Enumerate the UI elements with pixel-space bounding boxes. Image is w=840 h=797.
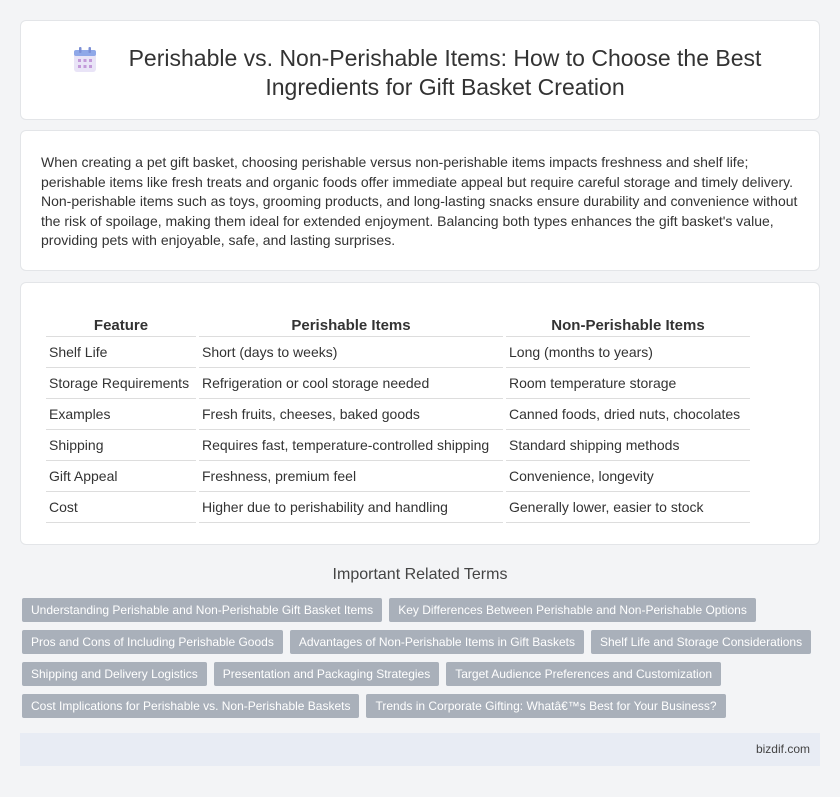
table-cell: Requires fast, temperature-controlled shipping <box>199 430 503 461</box>
tag-row <box>22 662 822 686</box>
related-term-tag[interactable]: Target Audience Preferences and Customization <box>446 662 721 686</box>
table-cell: Shipping <box>46 430 196 461</box>
table-row <box>46 399 750 430</box>
tag-row <box>22 694 822 718</box>
column-header: Perishable Items <box>199 315 503 337</box>
column-header: Feature <box>46 315 196 337</box>
table-cell: Examples <box>46 399 196 430</box>
related-term-tag[interactable]: Shipping and Delivery Logistics <box>22 662 207 686</box>
related-terms-list <box>22 598 822 726</box>
table-cell: Shelf Life <box>46 337 196 368</box>
related-term-tag[interactable]: Pros and Cons of Including Perishable Goods <box>22 630 283 654</box>
intro-text: When creating a pet gift basket, choosing perishable versus non-perishable items impacts freshness and shelf life; perishable items like fresh treats and organic foods offer immediate appeal but require careful storage and timely delivery. Non-perishable items such as toys, grooming products, and long-lasting snacks ensure durability and convenience without the risk of spoilage, making them ideal for extended enjoyment. Balancing both types enhances the gift basket's value, providing pets with enjoyable, safe, and lasting surprises. <box>41 154 798 249</box>
table-cell: Refrigeration or cool storage needed <box>199 368 503 399</box>
comparison-card <box>20 282 820 545</box>
related-term-tag[interactable]: Understanding Perishable and Non-Perishable Gift Basket Items <box>22 598 382 622</box>
table-row <box>46 337 750 368</box>
table-cell: Gift Appeal <box>46 461 196 492</box>
table-cell: Freshness, premium feel <box>199 461 503 492</box>
table-cell: Standard shipping methods <box>506 430 750 461</box>
footer-brand[interactable]: bizdif.com <box>755 742 810 756</box>
intro-card <box>20 130 820 271</box>
table-cell: Generally lower, easier to stock <box>506 492 750 523</box>
table-cell: Long (months to years) <box>506 337 750 368</box>
related-term-tag[interactable]: Key Differences Between Perishable and Non-Perishable Options <box>389 598 756 622</box>
tag-row <box>22 630 822 654</box>
table-cell: Higher due to perishability and handling <box>199 492 503 523</box>
comparison-table <box>43 315 753 523</box>
table-header-row <box>46 315 750 337</box>
header-card <box>20 20 820 120</box>
table-row <box>46 461 750 492</box>
table-cell: Room temperature storage <box>506 368 750 399</box>
related-terms-title: Important Related Terms <box>332 566 508 583</box>
table-cell: Canned foods, dried nuts, chocolates <box>506 399 750 430</box>
related-term-tag[interactable]: Advantages of Non-Perishable Items in Gift Baskets <box>290 630 584 654</box>
related-term-tag[interactable]: Presentation and Packaging Strategies <box>214 662 439 686</box>
table-row <box>46 492 750 523</box>
table-cell: Convenience, longevity <box>506 461 750 492</box>
table-cell: Storage Requirements <box>46 368 196 399</box>
tag-row <box>22 598 822 622</box>
related-term-tag[interactable]: Shelf Life and Storage Considerations <box>591 630 811 654</box>
table-row <box>46 368 750 399</box>
calendar-icon <box>73 47 97 73</box>
table-cell: Cost <box>46 492 196 523</box>
footer <box>20 733 820 766</box>
table-cell: Short (days to weeks) <box>199 337 503 368</box>
related-term-tag[interactable]: Trends in Corporate Gifting: Whatâ€™s Best for Your Business? <box>366 694 725 718</box>
related-term-tag[interactable]: Cost Implications for Perishable vs. Non-Perishable Baskets <box>22 694 359 718</box>
table-cell: Fresh fruits, cheeses, baked goods <box>199 399 503 430</box>
column-header: Non-Perishable Items <box>506 315 750 337</box>
page-title: Perishable vs. Non-Perishable Items: How to Choose the Best Ingredients for Gift Basket Creation <box>128 45 762 100</box>
table-row <box>46 430 750 461</box>
